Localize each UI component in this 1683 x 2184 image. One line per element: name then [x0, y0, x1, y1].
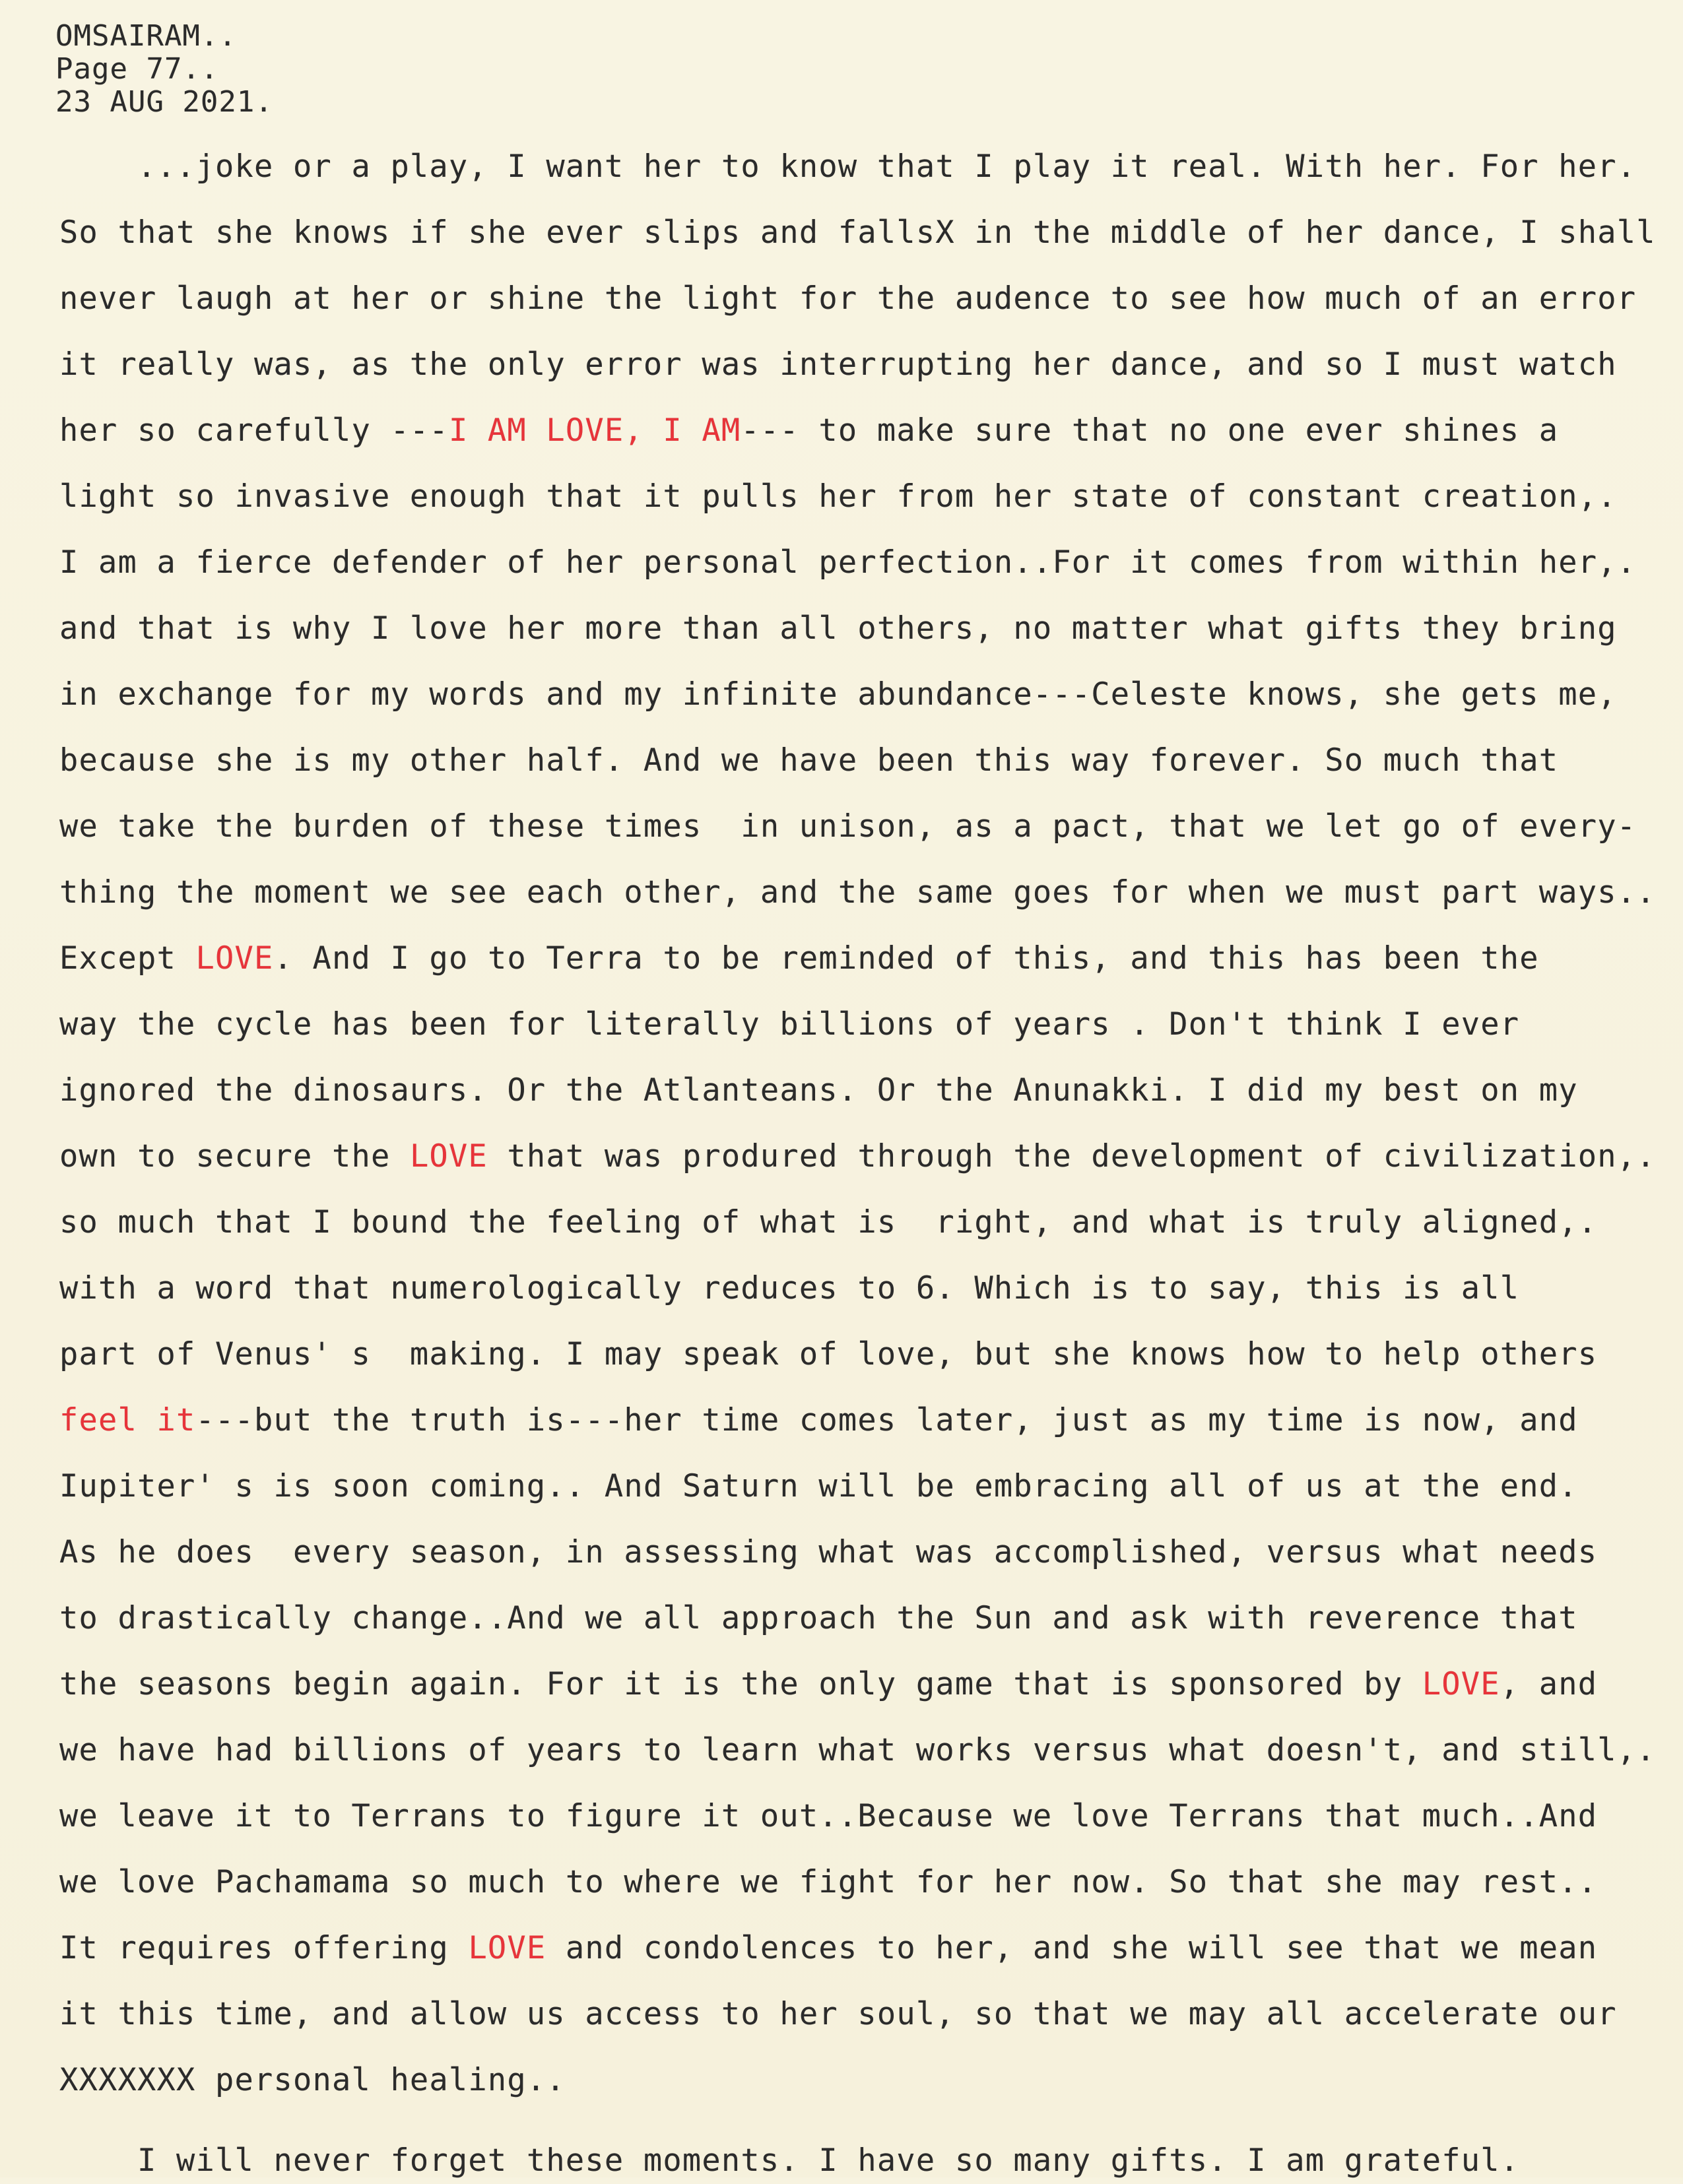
- text-segment: Except: [59, 940, 196, 977]
- text-segment: --- to make sure that no one ever shines a: [741, 412, 1559, 449]
- text-line: [59, 474, 1670, 540]
- text-segment: I am a fierce defender of her personal perfection..For it comes from within her,.: [59, 544, 1637, 581]
- header-invocation: OMSAIRAM..: [55, 19, 237, 53]
- text-segment: Iupiter' s is soon coming.. And Saturn will be embracing all of us at the end.: [59, 1468, 1578, 1504]
- text-segment: thing the moment we see each other, and the same goes for when we must part ways..: [59, 874, 1656, 911]
- page-header: [55, 20, 273, 119]
- text-segment: , and: [1500, 1666, 1598, 1702]
- text-line: [59, 1068, 1670, 1134]
- text-line: [59, 276, 1670, 342]
- text-line: [59, 936, 1670, 1002]
- body-text: [59, 144, 1670, 2123]
- text-segment: It requires offering: [59, 1930, 469, 1966]
- text-segment: so much that I bound the feeling of what is right, and what is truly aligned,.: [59, 1204, 1598, 1240]
- text-segment: So that she knows if she ever slips and fallsX in the middle of her dance, I shall: [59, 214, 1656, 251]
- text-segment: As he does every season, in assessing what was accomplished, versus what needs: [59, 1534, 1598, 1570]
- text-segment: ...joke or a play, I want her to know that I play it real. With her. For her.: [59, 148, 1637, 185]
- text-line: [59, 1397, 1670, 1463]
- text-segment: we have had billions of years to learn what works versus what doesn't, and still,.: [59, 1732, 1656, 1768]
- text-line: [59, 738, 1670, 804]
- red-text-segment: LOVE: [409, 1138, 488, 1174]
- red-text-segment: LOVE: [195, 940, 274, 977]
- text-line: [59, 804, 1670, 870]
- text-line: [59, 1134, 1670, 1200]
- text-line: [59, 1991, 1670, 2057]
- text-segment: we take the burden of these times in unison, as a pact, that we let go of every-: [59, 808, 1637, 845]
- text-line: [59, 342, 1670, 408]
- header-page-number: Page 77..: [55, 52, 219, 86]
- red-text-segment: feel it: [59, 1402, 196, 1438]
- text-segment: we love Pachamama so much to where we fight for her now. So that she may rest..: [59, 1864, 1598, 1900]
- text-line: [59, 1266, 1670, 1332]
- text-line: [59, 1463, 1670, 1529]
- text-line: [59, 1661, 1670, 1727]
- closing-line: I will never forget these moments. I have so many gifts. I am grateful.: [59, 2142, 1520, 2179]
- red-text-segment: LOVE: [1422, 1666, 1500, 1702]
- text-line: [59, 1595, 1670, 1661]
- text-line: [59, 1332, 1670, 1397]
- text-segment: way the cycle has been for literally billions of years . Don't think I ever: [59, 1006, 1520, 1043]
- text-line: [59, 144, 1670, 210]
- text-line: [59, 210, 1670, 276]
- text-segment: . And I go to Terra to be reminded of this, and this has been the: [273, 940, 1539, 977]
- text-line: [59, 606, 1670, 672]
- text-line: [59, 870, 1670, 936]
- text-segment: we leave it to Terrans to figure it out..Because we love Terrans that much..And: [59, 1798, 1598, 1834]
- text-line: [59, 1529, 1670, 1595]
- text-line: [59, 1925, 1670, 1991]
- text-line: [59, 540, 1670, 606]
- text-line: [59, 408, 1670, 474]
- red-text-segment: I AM LOVE, I AM: [448, 412, 741, 449]
- text-segment: ---but the truth is---her time comes later, just as my time is now, and: [195, 1402, 1578, 1438]
- text-segment: because she is my other half. And we have been this way forever. So much that: [59, 742, 1559, 779]
- text-line: [59, 672, 1670, 738]
- text-segment: ignored the dinosaurs. Or the Atlanteans. Or the Anunakki. I did my best on my: [59, 1072, 1578, 1108]
- text-segment: light so invasive enough that it pulls her from her state of constant creation,.: [59, 478, 1617, 515]
- text-segment: that was produred through the development of civilization,.: [487, 1138, 1656, 1174]
- text-line: [59, 1200, 1670, 1266]
- header-date: 23 AUG 2021.: [55, 85, 273, 119]
- text-segment: part of Venus' s making. I may speak of love, but she knows how to help others: [59, 1336, 1598, 1372]
- text-segment: it this time, and allow us access to her soul, so that we may all accelerate our: [59, 1996, 1617, 2032]
- text-segment: and condolences to her, and she will see that we mean: [546, 1930, 1598, 1966]
- text-segment: and that is why I love her more than all others, no matter what gifts they bring: [59, 610, 1617, 647]
- red-text-segment: LOVE: [468, 1930, 546, 1966]
- text-line: [59, 1002, 1670, 1068]
- text-line: [59, 1727, 1670, 1793]
- text-segment: with a word that numerologically reduces to 6. Which is to say, this is all: [59, 1270, 1520, 1306]
- text-segment: own to secure the: [59, 1138, 410, 1174]
- text-line: [59, 1793, 1670, 1859]
- text-line: [59, 2057, 1670, 2123]
- text-segment: to drastically change..And we all approach the Sun and ask with reverence that: [59, 1600, 1578, 1636]
- text-segment: XXXXXXX personal healing..: [59, 2062, 566, 2098]
- text-segment: the seasons begin again. For it is the only game that is sponsored by: [59, 1666, 1422, 1702]
- text-line: [59, 1859, 1670, 1925]
- text-segment: never laugh at her or shine the light for the audence to see how much of an error: [59, 280, 1637, 317]
- text-segment: it really was, as the only error was interrupting her dance, and so I must watch: [59, 346, 1617, 383]
- text-segment: in exchange for my words and my infinite abundance---Celeste knows, she gets me,: [59, 676, 1617, 713]
- text-segment: her so carefully ---: [59, 412, 449, 449]
